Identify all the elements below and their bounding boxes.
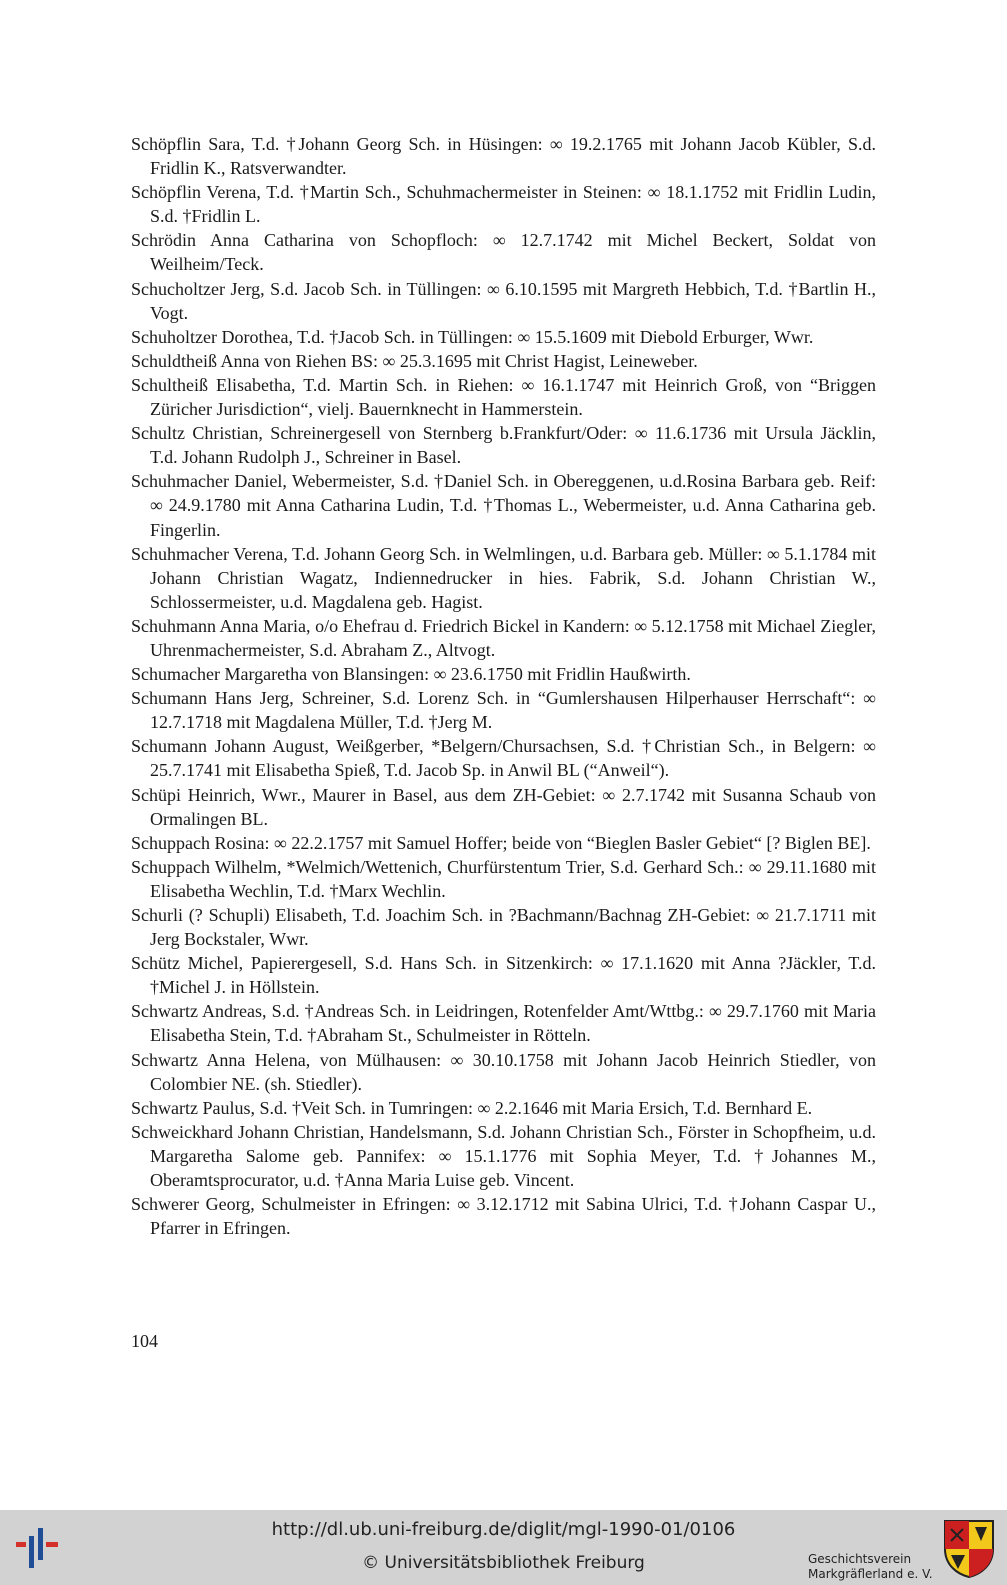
register-entry: Schwartz Paulus, S.d. †Veit Sch. in Tumringen: ∞ 2.2.1646 mit Maria Ersich, T.d. Bernhard E. (131, 1097, 813, 1118)
register-entry: Schöpflin Sara, T.d. †Johann Georg Sch. in Hüsingen: ∞ 19.2.1765 mit Johann Jacob Kübler, S.d. Fridlin K., Ratsverwandter. (131, 134, 876, 179)
document-url-link[interactable]: http://dl.ub.uni-freiburg.de/diglit/mgl-1990-01/0106 (271, 1519, 736, 1540)
register-entry: Schöpflin Verena, T.d. †Martin Sch., Schuhmachermeister in Steinen: ∞ 18.1.1752 mit Fridlin Ludin, S.d. †Fridlin L. (131, 182, 876, 227)
page-number: 104 (131, 1331, 158, 1351)
register-entry: Schuholtzer Dorothea, T.d. †Jacob Sch. in Tüllingen: ∞ 15.5.1609 mit Diebold Erburger, Wwr. (131, 326, 814, 347)
coat-of-arms-icon (943, 1519, 995, 1579)
copyright-notice: © Universitätsbibliothek Freiburg (362, 1553, 645, 1573)
society-name-line1: Geschichtsverein (808, 1552, 912, 1566)
register-entry: Schüpi Heinrich, Wwr., Maurer in Basel, aus dem ZH-Gebiet: ∞ 2.7.1742 mit Susanna Schaub von Ormalingen BL. (131, 784, 876, 829)
register-entry: Schuppach Wilhelm, *Welmich/Wettenich, Churfürstentum Trier, S.d. Gerhard Sch.: ∞ 29.11.1680 mit Elisabetha Wechlin, T.d. †Marx Wechlin. (131, 856, 876, 901)
register-entry: Schütz Michel, Papierergesell, S.d. Hans Sch. in Sitzenkirch: ∞ 17.1.1620 mit Anna ?Jäckler, T.d. †Michel J. in Höllstein. (131, 953, 876, 998)
society-name-line2: Markgräflerland e. V. (808, 1567, 933, 1581)
register-entry: Schumann Hans Jerg, Schreiner, S.d. Lorenz Sch. in “Gumlershausen Hilperhauser Herrschaft“: ∞ 12.7.1718 mit Magdalena Müller, T.d. †Jerg M. (131, 688, 876, 733)
register-entry: Schwerer Georg, Schulmeister in Efringen: ∞ 3.12.1712 mit Sabina Ulrici, T.d. †Johann Caspar U., Pfarrer in Efringen. (131, 1194, 876, 1239)
register-entry: Schuhmann Anna Maria, o/o Ehefrau d. Friedrich Bickel in Kandern: ∞ 5.12.1758 mit Michael Ziegler, Uhrenmachermeister, S.d. Abraham Z., Altvogt. (131, 615, 876, 660)
register-entry: Schultheiß Elisabetha, T.d. Martin Sch. in Riehen: ∞ 16.1.1747 mit Heinrich Groß, von “Briggen Züricher Jurisdiction“, vielj. Bauernknecht in Hammerstein. (131, 374, 876, 420)
register-entries (131, 132, 876, 1240)
register-entry: Schumann Johann August, Weißgerber, *Belgern/Chursachsen, S.d. †Christian Sch., in Belgern: ∞ 25.7.1741 mit Elisabetha Spieß, T.d. Jacob Sp. in Anwil BL (“Anweil“). (131, 736, 876, 781)
register-entry: Schurli (? Schupli) Elisabeth, T.d. Joachim Sch. in ?Bachmann/Bachnag ZH-Gebiet: ∞ 21.7.1711 mit Jerg Bockstaler, Wwr. (131, 905, 876, 950)
society-name (808, 1552, 933, 1582)
register-entry: Schuldtheiß Anna von Riehen BS: ∞ 25.3.1695 mit Christ Hagist, Leineweber. (131, 350, 698, 371)
register-entry: Schultz Christian, Schreinergesell von Sternberg b.Frankfurt/Oder: ∞ 11.6.1736 mit Ursula Jäcklin, T.d. Johann Rudolph J., Schreiner in Basel. (131, 423, 876, 468)
register-entry: Schuhmacher Verena, T.d. Johann Georg Sch. in Welmlingen, u.d. Barbara geb. Müller: ∞ 5.1.1784 mit Johann Christian Wagatz, Indiennedrucker in hies. Fabrik, S.d. Johann Christian W., Schlossermeister, u.d. Magdalena geb. Hagist. (131, 543, 876, 612)
register-entry: Schuppach Rosina: ∞ 22.2.1757 mit Samuel Hoffer; beide von “Bieglen Basler Gebiet“ [? Biglen BE]. (131, 832, 871, 853)
register-entry: Schucholtzer Jerg, S.d. Jacob Sch. in Tüllingen: ∞ 6.10.1595 mit Margreth Hebbich, T.d. †Bartlin H., Vogt. (131, 278, 876, 323)
register-entry: Schweickhard Johann Christian, Handelsmann, S.d. Johann Christian Sch., Förster in Schopfheim, u.d. Margaretha Salome geb. Pannifex: ∞ 15.1.1776 mit Sophia Meyer, T.d. †Johannes M., Oberamtsprocurator, u.d. †Anna Maria Luise geb. Vincent. (131, 1121, 876, 1191)
register-entry: Schrödin Anna Catharina von Schopfloch: ∞ 12.7.1742 mit Michel Beckert, Soldat von Weilheim/Teck. (131, 230, 876, 275)
register-entry: Schuhmacher Daniel, Webermeister, S.d. †Daniel Sch. in Obereggenen, u.d.Rosina Barbara geb. Reif: ∞ 24.9.1780 mit Anna Catharina Ludin, T.d. †Thomas L., Webermeister, u.d. Anna Catharina geb. Fingerlin. (131, 471, 876, 540)
register-entry: Schumacher Margaretha von Blansingen: ∞ 23.6.1750 mit Fridlin Haußwirth. (131, 664, 691, 685)
register-entry: Schwartz Anna Helena, von Mülhausen: ∞ 30.10.1758 mit Johann Jacob Heinrich Stiedler, von Colombier NE. (sh. Stiedler). (131, 1049, 876, 1094)
register-entry: Schwartz Andreas, S.d. †Andreas Sch. in Leidringen, Rotenfelder Amt/Wttbg.: ∞ 29.7.1760 mit Maria Elisabetha Stein, T.d. †Abraham St., Schulmeister in Rötteln. (131, 1001, 876, 1046)
viewer-footer (0, 1510, 1007, 1585)
